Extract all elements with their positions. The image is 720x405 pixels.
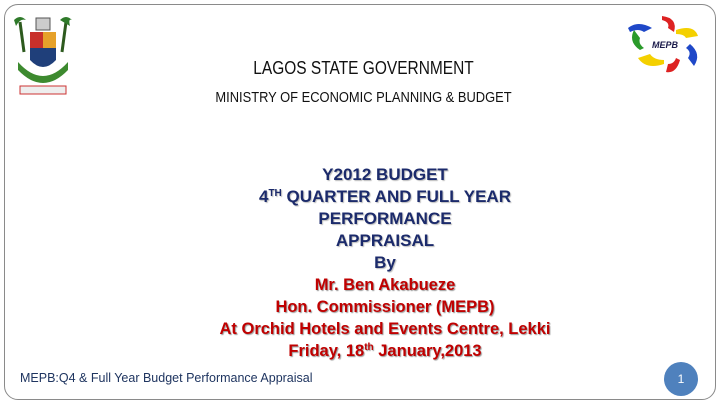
title-line-1: Y2012 BUDGET xyxy=(322,165,448,184)
slide-body xyxy=(0,164,720,362)
header-subtitle: MINISTRY OF ECONOMIC PLANNING & BUDGET xyxy=(215,89,512,106)
title-line-3: PERFORMANCE xyxy=(318,209,452,228)
presenter-name: Mr. Ben Akabueze xyxy=(314,276,456,294)
date-sup: th xyxy=(364,342,374,353)
title-line-2-sup: TH xyxy=(268,188,282,199)
event-date xyxy=(0,340,720,362)
venue: At Orchid Hotels and Events Centre, Lekki xyxy=(219,320,551,338)
title-line-5: By xyxy=(374,253,396,272)
page-number-badge: 1 xyxy=(664,362,698,396)
presenter-role: Hon. Commissioner (MEPB) xyxy=(275,298,495,316)
title-line-4: APPRAISAL xyxy=(335,231,435,250)
title-line-2-post: QUARTER AND FULL YEAR xyxy=(281,187,511,206)
header-title: LAGOS STATE GOVERNMENT xyxy=(253,58,474,78)
date-post: January,2013 xyxy=(373,342,482,360)
title-line-2 xyxy=(0,186,720,208)
title-line-2-pre: 4 xyxy=(258,187,269,206)
footer-text: MEPB:Q4 & Full Year Budget Performance Appraisal xyxy=(20,371,313,385)
mepb-logo-text: MEPB xyxy=(652,40,679,50)
date-pre: Friday, 18 xyxy=(288,342,365,360)
